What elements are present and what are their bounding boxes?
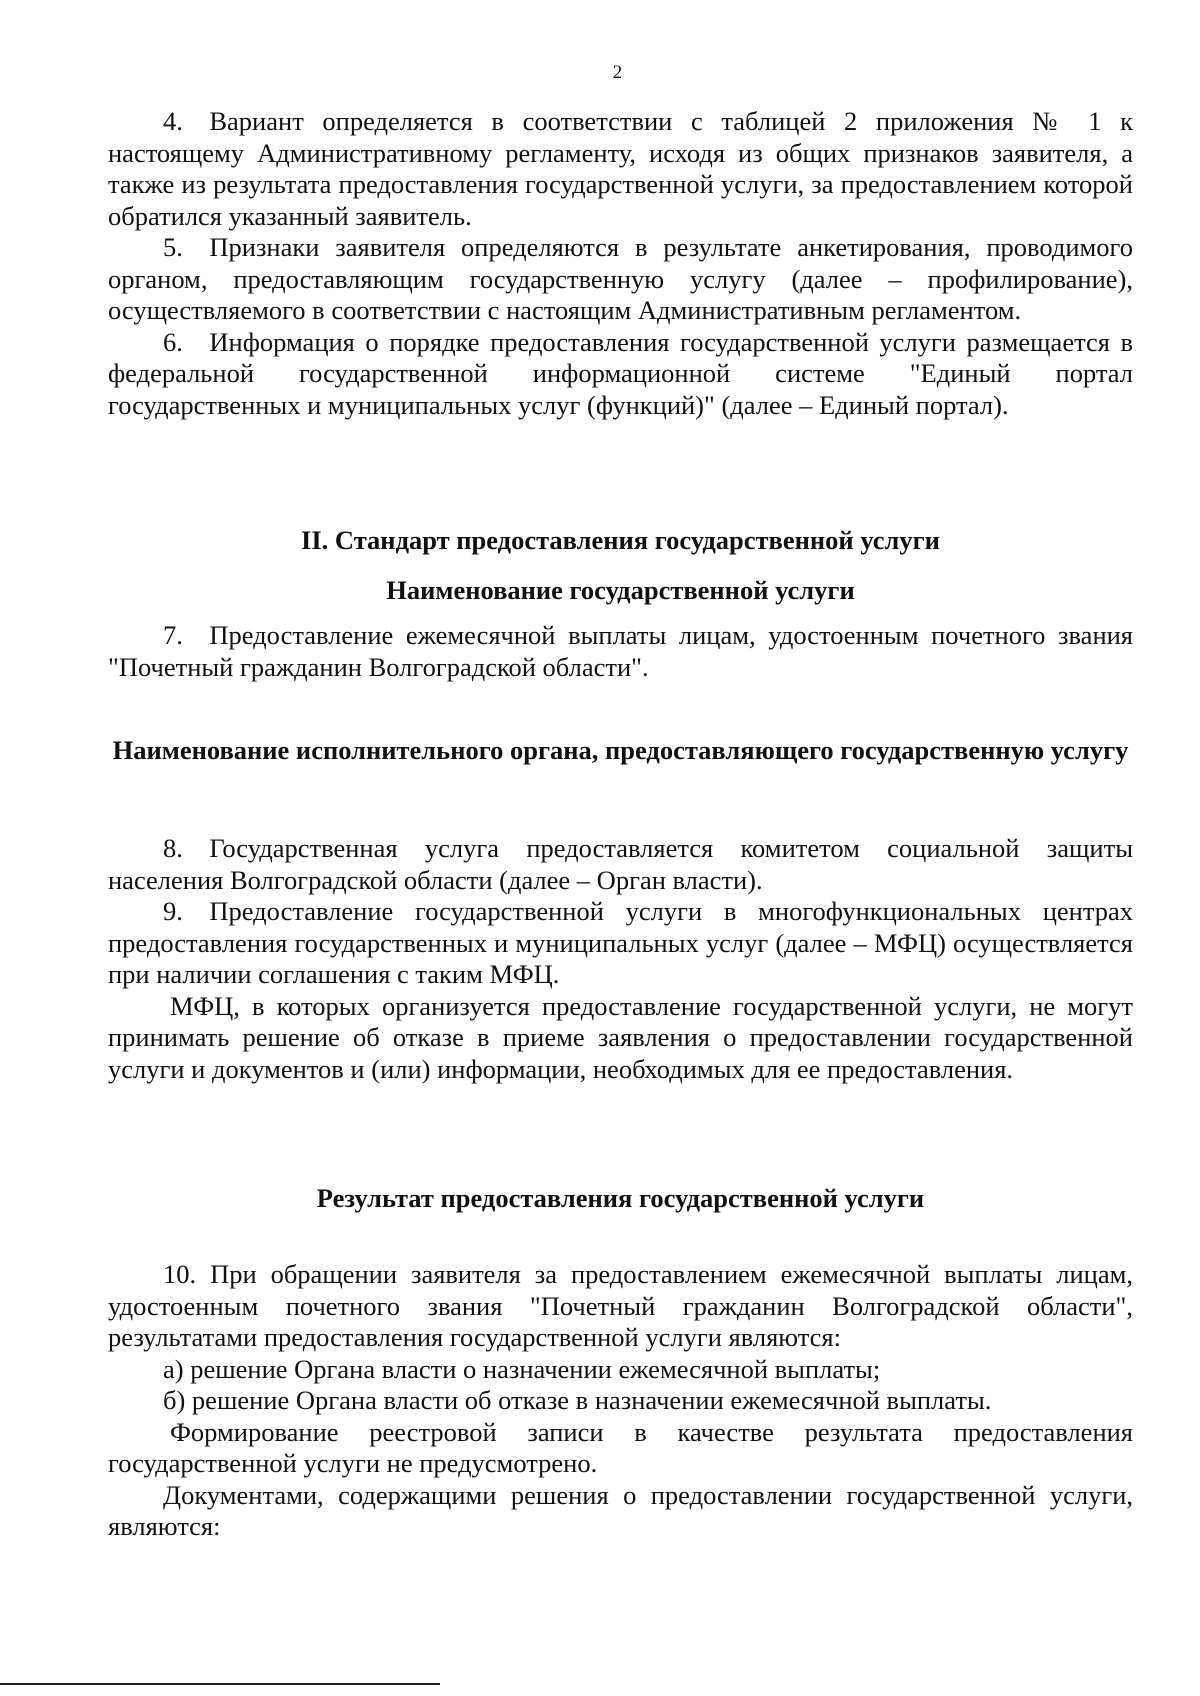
footer-rule bbox=[0, 1683, 440, 1685]
paragraph-9: 9. Предоставление государственной услуги в многофункциональных центрах предоставления государственных и муниципальных услуг (далее – МФЦ) осуществляется при наличии соглашения с таким МФЦ. bbox=[108, 896, 1133, 989]
result-heading: Результат предоставления государственной услуги bbox=[316, 1183, 925, 1213]
paragraph-registry: Формирование реестровой записи в качестве результата предоставления государственной услуги не предусмотрено. bbox=[108, 1416, 1133, 1478]
service-name-heading: Наименование государственной услуги bbox=[386, 575, 855, 605]
paragraph-7: 7. Предоставление ежемесячной выплаты лицам, удостоенным почетного звания "Почетный гражданин Волгоградской области". bbox=[108, 620, 1133, 682]
section1-paragraphs bbox=[108, 106, 1133, 421]
result-item-a: а) решение Органа власти о назначении ежемесячной выплаты; bbox=[163, 1353, 881, 1384]
paragraph-5: 5. Признаки заявителя определяются в результате анкетирования, проводимого органом, предоставляющим государственную услугу (далее – профилирование), осуществляемого в соответствии с настоящим Административным регламентом. bbox=[108, 232, 1133, 325]
paragraph-8: 8. Государственная услуга предоставляется комитетом социальной защиты населения Волгоградской области (далее – Орган власти). bbox=[108, 833, 1133, 895]
paragraph-9-mfc: МФЦ, в которых организуется предоставление государственной услуги, не могут принимать решение об отказе в приеме заявления о предоставлении государственной услуги и документов и (или) информации, необходимых для ее предоставления. bbox=[108, 990, 1133, 1084]
paragraph-6: 6. Информация о порядке предоставления государственной услуги размещается в федеральной государственной информационной системе "Единый портал государственных и муниципальных услуг (функций)" (далее – Единый портал). bbox=[108, 326, 1133, 420]
paragraph-documents: Документами, содержащими решения о предоставлении государственной услуги, являются: bbox=[108, 1479, 1133, 1541]
section2-heading: II. Стандарт предоставления государственной услуги bbox=[301, 525, 940, 555]
paragraph-10: 10. При обращении заявителя за предоставлением ежемесячной выплаты лицам, удостоенным почетного звания "Почетный гражданин Волгоградской области", результатами предоставления государственной услуги являются: bbox=[108, 1259, 1133, 1352]
paragraph-4: 4. Вариант определяется в соответствии с таблицей 2 приложения № 1 к настоящему Административному регламенту, исходя из общих признаков заявителя, а также из результата предоставления государственной услуги, за предоставлением которой обратился указанный заявитель. bbox=[108, 106, 1133, 231]
executive-body-block bbox=[108, 833, 1133, 1085]
executive-body-heading: Наименование исполнительного органа, предоставляющего государственную услугу bbox=[112, 735, 1129, 765]
result-item-b: б) решение Органа власти об отказе в назначении ежемесячной выплаты. bbox=[163, 1385, 992, 1415]
page-number: 2 bbox=[612, 62, 623, 83]
result-block bbox=[108, 1259, 1133, 1543]
service-name-block bbox=[108, 620, 1133, 683]
